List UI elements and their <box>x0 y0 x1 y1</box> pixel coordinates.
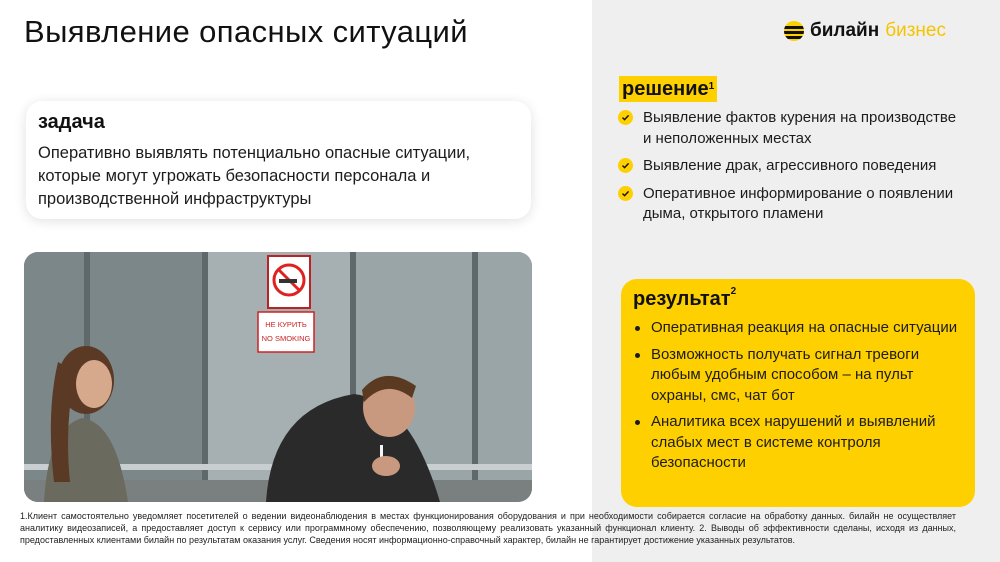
result-list <box>633 318 963 474</box>
no-smoking-sign <box>268 256 310 308</box>
task-text: Оперативно выявлять потенциально опасные ситуации, которые могут угрожать безопасности персонала и производственной инфраструктуры <box>38 144 471 208</box>
beeline-logo-icon <box>784 21 804 41</box>
sign-text-en: NO SMOKING <box>261 334 311 343</box>
solution-heading <box>619 76 717 102</box>
result-card <box>621 279 975 507</box>
result-footnote-mark: 2 <box>730 286 737 297</box>
list-item: Возможность получать сигнал тревоги любым удобным способом – на пульт охраны, смс, чат бот <box>633 345 963 407</box>
logo-text-main: билайн <box>810 20 880 41</box>
sign-text-ru: НЕ КУРИТЬ <box>265 320 307 329</box>
footnote: 1.Клиент самостоятельно уведомляет посетителей о ведении видеонаблюдения в местах функционирования оборудования и при необходимости собирается согласие на обработку данных. билайн не осуществляет аналитику видеозаписей, а предоставляет доступ к сервису или программному обеспечению, позволяющему реализовать указанный функционал клиенту. 2. Выводы об эффективности сделаны, исходя из данных, предоставленных клиентами билайн по результатам оказания услуг. Сведения носят информационно-справочный характер, билайн не гарантирует достижение указанных результатов. <box>20 511 956 545</box>
check-circle-icon <box>618 186 633 201</box>
no-smoking-text-sign <box>258 312 314 352</box>
list-item: Оперативная реакция на опасные ситуации <box>633 318 963 339</box>
result-heading-text: результат <box>633 288 731 310</box>
list-item <box>618 184 968 225</box>
brand-logo <box>784 20 946 42</box>
smoking-photo <box>24 252 532 502</box>
list-item <box>618 156 968 177</box>
solution-footnote-mark: 1 <box>708 81 715 92</box>
solution-item-text: Оперативное информирование о появлении дыма, открытого пламени <box>643 184 954 222</box>
list-item: Аналитика всех нарушений и выявлений слабых мест в системе контроля безопасности <box>633 412 963 474</box>
check-circle-icon <box>618 110 633 125</box>
result-heading <box>633 288 963 311</box>
task-heading: задача <box>38 111 105 133</box>
solution-item-text: Выявление фактов курения на производстве и неположенных местах <box>643 109 957 147</box>
solution-list <box>618 108 968 232</box>
slide-title: Выявление опасных ситуаций <box>24 14 468 49</box>
task-card <box>26 101 531 219</box>
logo-text-accent: бизнес <box>885 20 946 41</box>
photo-illustration <box>24 252 532 502</box>
list-item <box>618 108 968 149</box>
solution-item-text: Выявление драк, агрессивного поведения <box>643 157 937 174</box>
check-circle-icon <box>618 158 633 173</box>
solution-heading-text: решение <box>622 78 709 100</box>
